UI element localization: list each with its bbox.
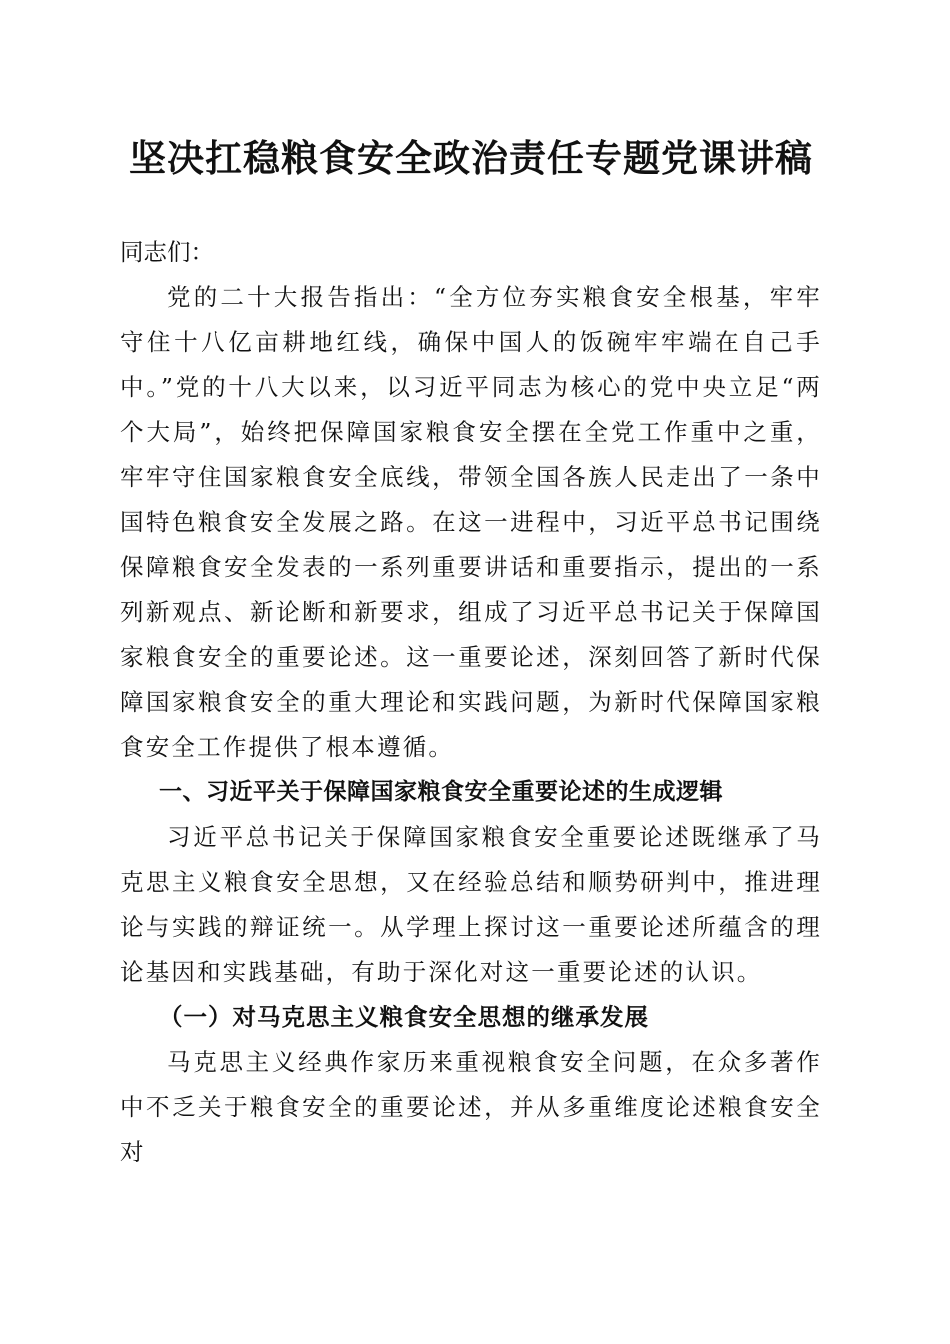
subsection-heading-1: （一）对马克思主义粮食安全思想的继承发展 xyxy=(159,1003,649,1031)
document-body xyxy=(120,230,822,1175)
paragraph-intro: 党的二十大报告指出：“全方位夯实粮食安全根基，牢牢守住十八亿亩耕地红线，确保中国人的饭碗牢牢端在自己手中。”党的十八大以来，以习近平同志为核心的党中央立足“两个大局”，始终把保障国家粮食安全摆在全党工作重中之重，牢牢守住国家粮食安全底线，带领全国各族人民走出了一条中国特色粮食安全发展之路。在这一进程中，习近平总书记围绕保障粮食安全发表的一系列重要讲话和重要指示，提出的一系列新观点、新论断和新要求，组成了习近平总书记关于保障国家粮食安全的重要论述。这一重要论述，深刻回答了新时代保障国家粮食安全的重大理论和实践问题，为新时代保障国家粮食安全工作提供了根本遵循。 xyxy=(120,283,822,761)
section-heading-1: 一、习近平关于保障国家粮食安全重要论述的生成逻辑 xyxy=(159,779,723,805)
document-title: 坚决扛稳粮食安全政治责任专题党课讲稿 xyxy=(129,136,813,180)
salutation: 同志们： xyxy=(120,238,214,266)
paragraph-marxism: 马克思主义经典作家历来重视粮食安全问题，在众多著作中不乏关于粮食安全的重要论述，并从多重维度论述粮食安全对 xyxy=(120,1048,822,1166)
paragraph-logic: 习近平总书记关于保障国家粮食安全重要论述既继承了马克思主义粮食安全思想，又在经验总结和顺势研判中，推进理论与实践的辩证统一。从学理上探讨这一重要论述所蕴含的理论基因和实践基础，有助于深化对这一重要论述的认识。 xyxy=(120,823,822,986)
